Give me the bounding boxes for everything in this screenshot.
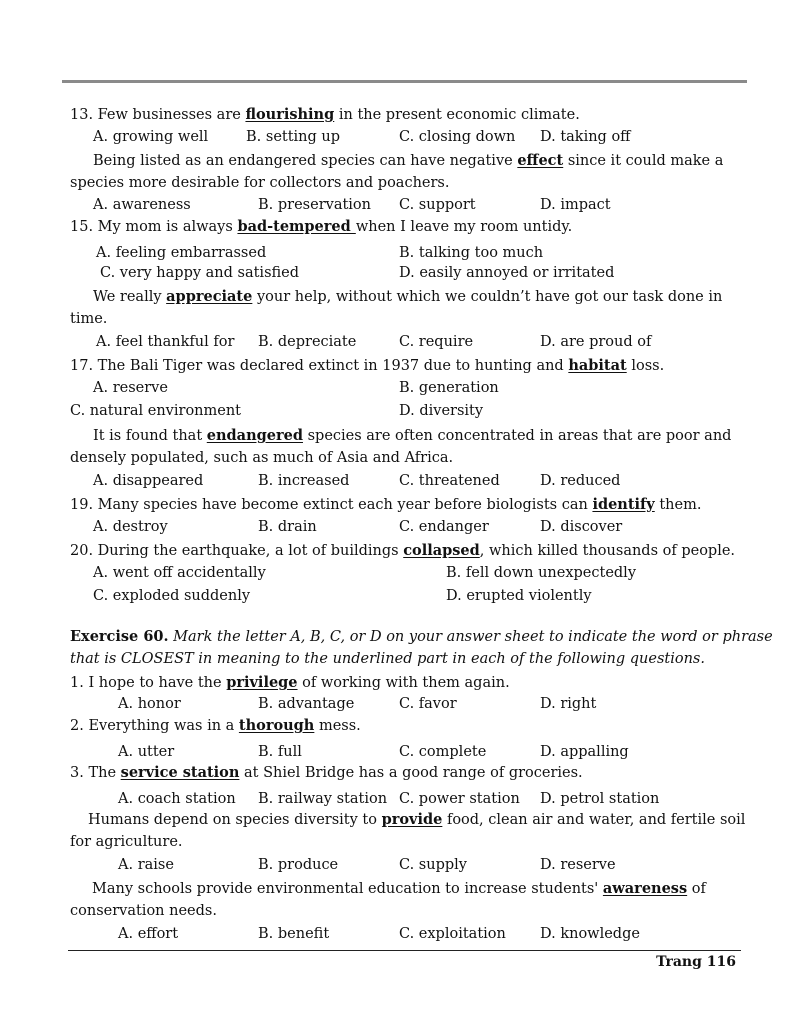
option-a: A. destroy: [93, 519, 168, 535]
option-c: C. natural environment: [70, 403, 242, 419]
option-b: B. railway station: [258, 791, 388, 807]
option-d: D. right: [540, 696, 597, 712]
keyword: thorough: [238, 717, 315, 734]
options-row: [70, 585, 738, 608]
options-row: [70, 470, 738, 493]
option-d: D. impact: [540, 197, 611, 213]
question-continuation: densely populated, such as much of Asia and Africa.: [70, 450, 454, 466]
option-c: C. favor: [399, 696, 457, 712]
options-row: [70, 262, 738, 285]
options-row: [70, 694, 738, 714]
option-b: B. advantage: [258, 696, 355, 712]
option-c: C. supply: [399, 857, 467, 873]
options-row: [70, 377, 738, 400]
question-18: It is found that endangered species are often concentrated in areas that are poor and: [93, 427, 732, 444]
ex60-question-4: Humans depend on species diversity to provide food, clean air and water, and fertile soil: [88, 811, 746, 828]
exercise-instructions: Mark the letter A, B, C, or D on your answer sheet to indicate the word or phrase: [168, 629, 773, 645]
question-continuation: conservation needs.: [70, 903, 217, 919]
option-a: A. reserve: [93, 380, 168, 396]
option-a: A. utter: [118, 744, 175, 760]
question-continuation: time.: [70, 311, 108, 327]
keyword: effect: [517, 152, 564, 169]
option-a: A. awareness: [93, 197, 191, 213]
ex60-question-5: Many schools provide environmental education to increase students' awareness of: [92, 880, 706, 897]
option-a: A. growing well: [93, 129, 209, 145]
option-c: C. support: [399, 197, 476, 213]
keyword: flourishing: [245, 106, 335, 123]
question-20: 20. During the earthquake, a lot of buildings collapsed, which killed thousands of people.: [70, 542, 736, 559]
page-number: Trang 116: [656, 954, 736, 970]
footer-rule: [68, 950, 741, 951]
question-19: 19. Many species have become extinct each year before biologists can identify them.: [70, 496, 702, 513]
exercise-instructions-cont: that is CLOSEST in meaning to the underlined part in each of the following questions.: [70, 651, 705, 667]
option-d: D. erupted violently: [446, 588, 592, 604]
options-row: [70, 238, 738, 262]
option-b: B. fell down unexpectedly: [446, 565, 637, 581]
option-a: A. disappeared: [93, 473, 204, 489]
options-row: [70, 516, 738, 539]
option-d: D. appalling: [540, 744, 629, 760]
keyword: endangered: [206, 427, 303, 444]
option-b: B. depreciate: [258, 334, 357, 350]
keyword: awareness: [602, 880, 688, 897]
option-c: C. power station: [399, 791, 520, 807]
options-row: [70, 854, 738, 877]
option-d: D. taking off: [540, 129, 631, 145]
option-b: B. increased: [258, 473, 350, 489]
options-row: [70, 923, 738, 946]
option-c: C. very happy and satisfied: [100, 265, 300, 281]
options-row: [70, 400, 738, 423]
options-row: [70, 331, 738, 354]
keyword: collapsed: [403, 542, 480, 559]
option-d: D. easily annoyed or irritated: [399, 265, 615, 281]
keyword: provide: [381, 811, 443, 828]
option-a: A. went off accidentally: [93, 565, 266, 581]
option-d: D. knowledge: [540, 926, 640, 942]
question-continuation: species more desirable for collectors and poachers.: [70, 175, 450, 191]
option-d: D. discover: [540, 519, 623, 535]
ex60-question-1: 1. I hope to have the privilege of working with them again.: [70, 674, 510, 691]
ex60-question-2: 2. Everything was in a thorough mess.: [70, 717, 361, 734]
keyword: service station: [120, 764, 240, 781]
exercise-title: Exercise 60.: [70, 628, 169, 645]
option-a: A. effort: [118, 926, 179, 942]
question-16: We really appreciate your help, without which we couldn’t have got our task done in: [93, 288, 723, 305]
option-b: B. drain: [258, 519, 317, 535]
option-c: C. closing down: [399, 129, 516, 145]
option-d: D. petrol station: [540, 791, 660, 807]
question-14: Being listed as an endangered species can have negative effect since it could make a: [93, 152, 724, 169]
ex60-question-3: 3. The service station at Shiel Bridge has a good range of groceries.: [70, 764, 583, 781]
header-rule: [62, 80, 747, 83]
keyword: bad-tempered: [237, 218, 356, 235]
keyword: habitat: [568, 357, 627, 374]
keyword: privilege: [226, 674, 298, 691]
option-a: A. honor: [118, 696, 181, 712]
worksheet-page: [70, 103, 773, 946]
option-a: A. feeling embarrassed: [96, 245, 267, 261]
option-c: C. threatened: [399, 473, 500, 489]
option-a: A. feel thankful for: [96, 334, 235, 350]
option-d: D. reduced: [540, 473, 621, 489]
option-b: B. generation: [399, 380, 499, 396]
option-c: C. exploitation: [399, 926, 506, 942]
option-c: C. endanger: [399, 519, 489, 535]
question-continuation: for agriculture.: [70, 834, 183, 850]
options-row: [70, 784, 738, 808]
options-row: [70, 126, 738, 149]
options-row: [70, 195, 738, 215]
option-a: A. raise: [118, 857, 174, 873]
option-b: B. talking too much: [399, 245, 544, 261]
keyword: appreciate: [166, 288, 253, 305]
question-13: 13. Few businesses are flourishing in the present economic climate.: [70, 106, 580, 123]
option-b: B. benefit: [258, 926, 330, 942]
question-15: 15. My mom is always bad-tempered when I leave my room untidy.: [70, 218, 573, 235]
options-row: [70, 562, 738, 585]
option-a: A. coach station: [118, 791, 236, 807]
exercise-heading: [70, 625, 773, 648]
option-d: D. are proud of: [540, 334, 652, 350]
question-17: 17. The Bali Tiger was declared extinct in 1937 due to hunting and habitat loss.: [70, 357, 665, 374]
option-d: D. diversity: [399, 403, 484, 419]
option-c: C. require: [399, 334, 474, 350]
option-b: B. setting up: [246, 129, 341, 145]
keyword: identify: [592, 496, 655, 513]
option-c: C. exploded suddenly: [93, 588, 251, 604]
option-b: B. produce: [258, 857, 339, 873]
option-b: B. preservation: [258, 197, 371, 213]
section-gap: [70, 608, 738, 625]
option-c: C. complete: [399, 744, 487, 760]
option-b: B. full: [258, 744, 302, 760]
options-row: [70, 737, 738, 761]
option-d: D. reserve: [540, 857, 616, 873]
